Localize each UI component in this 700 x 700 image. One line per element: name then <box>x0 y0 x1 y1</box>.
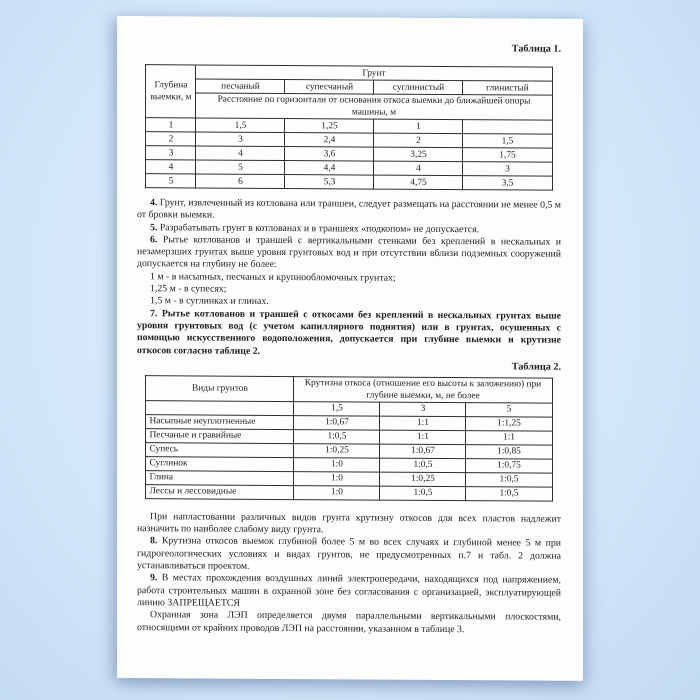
table-cell: 3 <box>463 162 552 177</box>
table-cell: 4 <box>374 161 463 176</box>
table-cell: 1:0,5 <box>294 429 380 444</box>
paragraph-text: Крутизна откосов выемок глубиной более 5 м во всех случаях и глубиной менее 5 м при гидрогеологических условиях и видах грунтов, не предусмотренных п.7 и табл. 2 должна устанавливаться проектом. <box>137 535 562 572</box>
table-cell: 4,4 <box>285 161 374 176</box>
table-cell: 2,4 <box>285 133 374 148</box>
table-cell: 1:1,25 <box>466 416 552 431</box>
table2-header-row <box>146 376 552 403</box>
list-item: 1 м - в насыпных, песчаных и крупнообломочных грунтах; <box>150 270 396 284</box>
table-cell: 1:0,67 <box>380 444 466 459</box>
table-cell: Песчаные и гравийные <box>146 429 294 444</box>
table2-col-header: 3 <box>380 402 466 417</box>
table2-corner-header: Виды грунтов <box>146 376 294 402</box>
paragraph-text: В местах прохождения воздушных линий электропередачи, находящихся под напряжением, работа строительных машин в охранной зоне без согласования с организацией, эксплуатирующей линию ЗАПРЕЩАЕТСЯ <box>137 572 562 609</box>
table-cell: Глина <box>146 471 294 486</box>
table-cell: 1:0 <box>294 485 380 500</box>
table-cell: 1:0 <box>294 471 380 486</box>
paragraph-number: 5. <box>150 221 158 233</box>
table1-col-header: глинистый <box>463 81 552 96</box>
table-cell: 1:0,75 <box>466 458 552 473</box>
table2-col-header: 5 <box>466 402 552 417</box>
paragraph-number: 6. <box>150 234 158 246</box>
table-cell: 3,25 <box>374 147 463 162</box>
paragraph-6 <box>137 234 561 273</box>
paragraph-number: 8. <box>150 535 158 547</box>
table-cell: 1:0,25 <box>294 443 380 458</box>
table-cell: 5 <box>146 174 196 188</box>
table-cell: 2 <box>146 132 196 146</box>
table-cell: 1,5 <box>196 118 285 133</box>
table-cell: 1:0,5 <box>380 458 466 473</box>
table-cell: 1,75 <box>463 148 552 163</box>
paragraph-text: Грунт, извлеченный из котлована или траншеи, следует размещать на расстоянии не менее 0,5 м от бровки выемки. <box>137 197 561 221</box>
table-cell: 3,5 <box>463 176 552 191</box>
table-cell: 1,5 <box>463 134 552 149</box>
table-cell: Насыпные неуплотненные <box>146 415 294 430</box>
table1-caption: Таблица 1. <box>511 43 561 55</box>
table-cell: 1,25 <box>285 119 374 134</box>
paragraph-number: 7. <box>150 307 158 319</box>
table-cell: 1 <box>146 118 196 132</box>
paragraph-layers: При напластовании различных видов грунта крутизну откосов для всех пластов надлежит назначить по наиболее слабому виду грунта. <box>137 511 561 536</box>
table-cell: 5 <box>196 160 285 175</box>
table1-group-header: Грунт <box>196 65 552 81</box>
table-cell <box>463 120 552 135</box>
table-cell: 4 <box>196 146 285 161</box>
table-cell: 3 <box>146 146 196 160</box>
table1-col-header: песчаный <box>196 79 285 94</box>
table-cell: 1:0,5 <box>466 486 552 501</box>
table2-caption: Таблица 2. <box>511 361 561 373</box>
paragraph-9 <box>137 572 561 611</box>
paragraph-8 <box>137 536 561 575</box>
table1-span-header-row <box>146 93 552 120</box>
paragraph-text: Рытье котлованов и траншей с вертикальными стенками без креплений в нескальных и незамерзших грунтах выше уровня грунтовых вод и при отсутствии вблизи подземных сооружений допускается на глубину не более: <box>137 234 561 271</box>
table-cell: 1:1 <box>466 430 552 445</box>
paragraph-number: 4. <box>150 197 158 209</box>
table-cell: 1:1 <box>380 430 466 445</box>
table-cell: 1:0,5 <box>380 486 466 501</box>
table-cell <box>146 401 294 416</box>
table-cell: Супесь <box>146 443 294 458</box>
table-cell: 1:0,67 <box>294 415 380 430</box>
document-page <box>117 16 583 681</box>
table-cell: 1:0 <box>294 457 380 472</box>
page-content <box>117 16 583 681</box>
table-cell: 1 <box>374 119 463 134</box>
table-cell: 4,75 <box>374 175 463 190</box>
table-cell: Суглинок <box>146 457 294 472</box>
table-cell: Лессы и лессовидные <box>146 485 294 500</box>
paragraph-text: Разрабатывать грунт в котлованах и в траншеях «подкопом» не допускается. <box>159 221 480 235</box>
list-item: 1,25 м - в супесях; <box>150 283 227 295</box>
table1-col-header: суглинистый <box>374 80 463 95</box>
table-cell: 3 <box>196 132 285 147</box>
paragraph-lep: Охранная зона ЛЭП определяется двумя параллельными вертикальными плоскостями, относящими от крайних проводов ЛЭП на расстоянии, указанном в таблице 3. <box>137 609 561 635</box>
list-item: 1,5 м - в суглинках и глинах. <box>150 295 269 308</box>
table1-col-header: супесчаный <box>285 80 374 95</box>
table-cell: 1:0,25 <box>380 472 466 487</box>
table-cell: 5,3 <box>285 175 374 190</box>
table2 <box>145 375 552 501</box>
paragraph-text: Рытье котлованов и траншей с откосами без креплений в нескальных грунтах выше уровня грунтовых вод (с учетом капиллярного поднятия) или в грунтах, осушенных с помощью искусственного водоположения, допускается при глубине выемки и крутизне откосов согласно таблице 2. <box>137 307 561 357</box>
table1 <box>145 64 552 190</box>
table2-group-header: Крутизна откоса (отношение его высоты к заложению) при глубине выемки, м, не более <box>294 376 552 403</box>
paragraph-number: 9. <box>150 572 158 584</box>
table-cell: 4 <box>146 160 196 174</box>
table-cell: 6 <box>196 174 285 189</box>
table-cell: 1:1 <box>380 416 466 431</box>
table-row <box>146 485 552 501</box>
paragraph-7 <box>137 308 561 360</box>
table1-corner-header: Глубина выемки, м <box>146 65 196 118</box>
table-cell: 1:0,85 <box>466 444 552 459</box>
table1-span-header: Расстояние по горизонтали от основания откоса выемки до ближайшей опоры машины, м <box>196 93 552 120</box>
table-cell: 3,6 <box>285 147 374 162</box>
table-row <box>146 174 552 190</box>
table2-col-header: 1,5 <box>294 401 380 416</box>
paragraph-4 <box>137 197 561 224</box>
table-cell: 1:0,5 <box>466 472 552 487</box>
table-cell: 2 <box>374 133 463 148</box>
